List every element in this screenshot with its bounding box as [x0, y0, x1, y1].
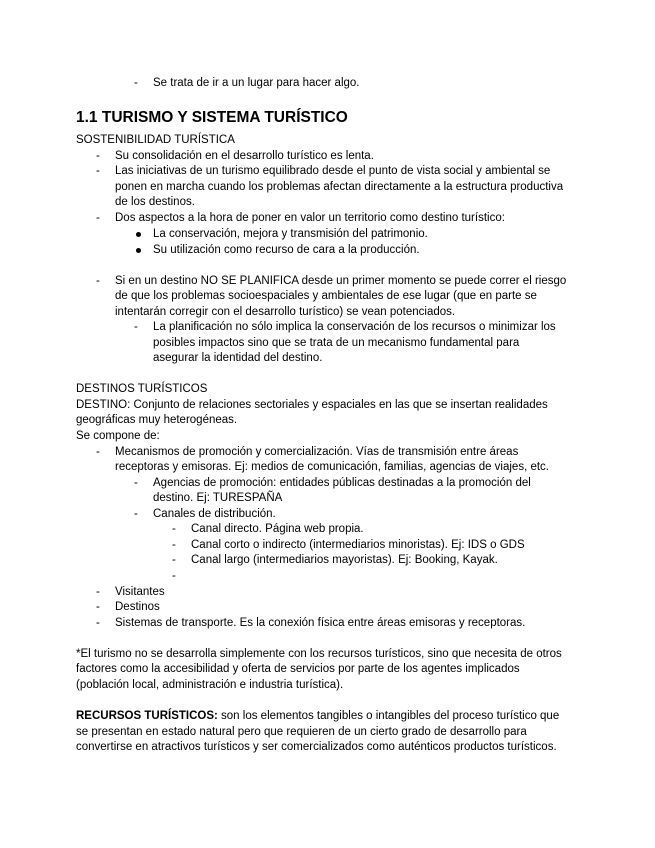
sub-list-item-line: posibles impactos sino que se trata de un mecanismo fundamental para [153, 337, 520, 349]
sub-bullet-item: La conservación, mejora y transmisión del patrimonio. [153, 228, 428, 240]
definition-line: DESTINO: Conjunto de relaciones sectoriales y espaciales en las que se insertan realidades [76, 399, 548, 411]
recursos-term: RECURSOS TURÍSTICOS: [76, 710, 218, 722]
subheading-destinos: DESTINOS TURÍSTICOS [76, 383, 208, 395]
dash-marker: - [134, 77, 138, 89]
recursos-paragraph-line [76, 709, 559, 725]
sub-list-item-line: asegurar la identidad del destino. [153, 352, 323, 364]
dash-marker: - [96, 150, 100, 162]
sub-list-item: Canales de distribución. [153, 508, 276, 520]
canal-item: Canal largo (intermediarios mayoristas). Ej: Booking, Kayak. [191, 554, 498, 566]
dash-marker: - [96, 601, 100, 613]
list-item-line: receptoras y emisoras. Ej: medios de comunicación, familias, agencias de viajes, etc. [115, 461, 550, 473]
sub-bullet-item: Su utilización como recurso de cara a la producción. [153, 244, 420, 256]
canal-item: Canal corto o indirecto (intermediarios minoristas). Ej: IDS o GDS [191, 539, 525, 551]
recursos-paragraph-line: convertirse en atractivos turísticos y ser comercializados como auténticos productos turísticos. [76, 741, 557, 753]
list-item-line: de que los problemas socioespaciales y ambientales de ese lugar (que en parte se [115, 290, 537, 302]
dash-marker: - [96, 617, 100, 629]
definition-line: geográficas muy heterogéneas. [76, 414, 238, 426]
note-line: *El turismo no se desarrolla simplemente con los recursos turísticos, sino que necesita de otros [76, 648, 562, 660]
list-item: Visitantes [115, 586, 165, 598]
sub-list-item-line: Agencias de promoción: entidades públicas destinadas a la promoción del [153, 477, 531, 489]
dash-marker: - [134, 321, 138, 333]
dash-marker: - [172, 570, 176, 582]
dash-marker: - [96, 275, 100, 287]
list-item-line: Las iniciativas de un turismo equilibrado desde el punto de vista social y ambiental se [115, 165, 551, 177]
sub-list-item-line: destino. Ej: TURESPAÑA [153, 492, 283, 504]
dash-marker: - [96, 586, 100, 598]
dash-marker: - [172, 539, 176, 551]
dash-marker: - [134, 508, 138, 520]
note-line: (población local, administración e industria turística). [76, 679, 344, 691]
list-item: Sistemas de transporte. Es la conexión física entre áreas emisoras y receptoras. [115, 617, 526, 629]
note-line: factores como la accesibilidad y oferta de servicios por parte de los agentes implicados [76, 663, 520, 675]
compone-label: Se compone de: [76, 430, 160, 442]
dash-marker: - [96, 212, 100, 224]
canal-item: Canal directo. Página web propia. [191, 523, 364, 535]
list-item-line: Mecanismos de promoción y comercialización. Vías de transmisión entre áreas [115, 446, 519, 458]
subheading-sostenibilidad: SOSTENIBILIDAD TURÍSTICA [76, 134, 235, 146]
dash-marker: - [172, 523, 176, 535]
list-item: Dos aspectos a la hora de poner en valor un territorio como destino turístico: [115, 212, 505, 224]
list-item: Destinos [115, 601, 160, 613]
dash-marker: - [134, 477, 138, 489]
section-title: 1.1 TURISMO Y SISTEMA TURÍSTICO [76, 109, 348, 126]
bullet-dot-icon [136, 248, 141, 253]
recursos-text: son los elementos tangibles o intangibles del proceso turístico que [217, 710, 560, 722]
recursos-paragraph-line: se presentan en estado natural pero que requieren de un cierto grado de desarrollo para [76, 726, 527, 738]
list-item-line: ponen en marcha cuando los problemas afectan directamente a la estructura productiva [115, 181, 564, 193]
dash-marker: - [96, 446, 100, 458]
list-item: Se trata de ir a un lugar para hacer algo. [153, 77, 360, 89]
dash-marker: - [96, 165, 100, 177]
list-item-line: Si en un destino NO SE PLANIFICA desde un primer momento se puede correr el riesgo [115, 275, 567, 287]
sub-list-item-line: La planificación no sólo implica la conservación de los recursos o minimizar los [153, 321, 556, 333]
list-item-line: de los destinos. [115, 196, 195, 208]
list-item: Su consolidación en el desarrollo turístico es lenta. [115, 150, 374, 162]
list-item-line: intentarán corregir con el desarrollo turístico) se vean potenciados. [115, 306, 456, 318]
dash-marker: - [172, 554, 176, 566]
bullet-dot-icon [136, 232, 141, 237]
